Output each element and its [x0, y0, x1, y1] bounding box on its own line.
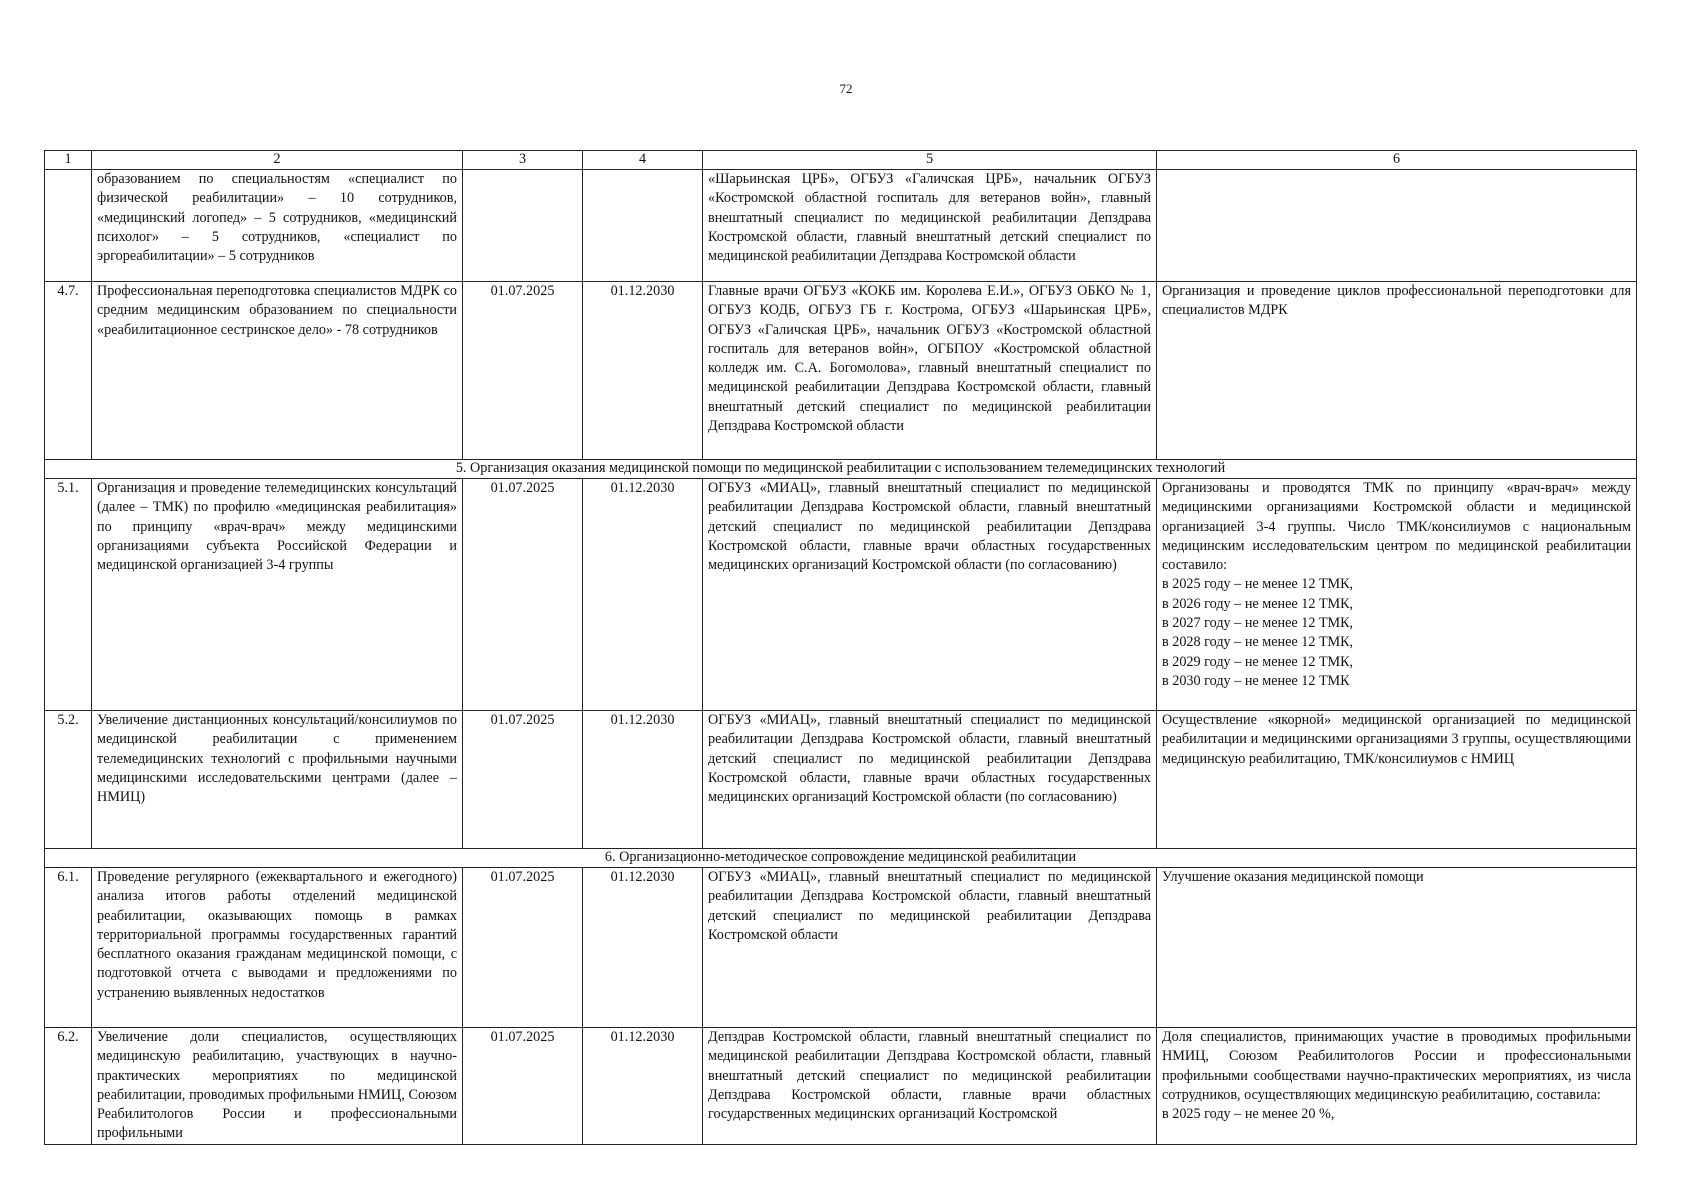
result-line: в 2030 году – не менее 12 ТМК	[1162, 672, 1350, 689]
table-row	[45, 1028, 1637, 1145]
item-number: 5.1.	[45, 479, 92, 711]
result-line: Улучшение оказания медицинской помощи	[1162, 869, 1424, 885]
start-date: 01.07.2025	[463, 282, 583, 460]
item-description: Организация и проведение телемедицинских консультаций (далее – ТМК) по профилю «медицинская реабилитация» по принципу «врач-врач» между медицинскими организациями субъекта Российской Федерации и медицинской организацией 3-4 группы	[92, 479, 463, 711]
table-row	[45, 711, 1637, 849]
result-line: в 2028 году – не менее 12 ТМК,	[1162, 634, 1354, 651]
item-number: 6.1.	[45, 868, 92, 1028]
start-date: 01.07.2025	[463, 868, 583, 1028]
table-row	[45, 170, 1637, 282]
end-date: 01.12.2030	[583, 711, 703, 849]
end-date: 01.12.2030	[583, 1028, 703, 1145]
item-number: 4.7.	[45, 282, 92, 460]
expected-result	[1157, 1028, 1637, 1145]
expected-result	[1157, 711, 1637, 849]
responsible-parties: «Шарьинская ЦРБ», ОГБУЗ «Галичская ЦРБ», начальник ОГБУЗ «Костромской областной госпиталь для ветеранов войн», главный внештатный специалист по медицинской реабилитации Депздрава Костромской области, главный внештатный детский специалист по медицинской реабилитации Депздрава Костромской области	[703, 170, 1157, 282]
item-description: Профессиональная переподготовка специалистов МДРК со средним медицинским образованием по специальности «реабилитационное сестринское дело» - 78 сотрудников	[92, 282, 463, 460]
responsible-parties: Депздрав Костромской области, главный внештатный специалист по медицинской реабилитации Депздрава Костромской области, главный внештатный детский специалист по медицинской реабилитации Депздрава Костромской области, главные врачи областных государственных медицинских организаций Костромской	[703, 1028, 1157, 1145]
table-row	[45, 479, 1637, 711]
expected-result	[1157, 868, 1637, 1028]
plan-table-body	[45, 151, 1637, 1145]
result-line: в 2027 году – не менее 12 ТМК,	[1162, 615, 1354, 632]
end-date: 01.12.2030	[583, 282, 703, 460]
column-header-5: 5	[703, 151, 1157, 170]
end-date	[583, 170, 703, 282]
start-date	[463, 170, 583, 282]
expected-result	[1157, 282, 1637, 460]
result-line: Доля специалистов, принимающих участие в проводимых профильными НМИЦ, Союзом Реабилитологов России и профессиональными профильными сообществами научно-практических мероприятиях, из числа сотрудников, осуществляющих медицинскую реабилитацию, составила:	[1162, 1029, 1631, 1103]
result-line: в 2029 году – не менее 12 ТМК,	[1162, 653, 1354, 670]
column-header-2: 2	[92, 151, 463, 170]
responsible-parties: ОГБУЗ «МИАЦ», главный внештатный специалист по медицинской реабилитации Депздрава Костромской области, главный внештатный детский специалист по медицинской реабилитации Депздрава Костромской области	[703, 868, 1157, 1028]
section-title: 6. Организационно-методическое сопровождение медицинской реабилитации	[45, 849, 1637, 868]
table-header-row	[45, 151, 1637, 170]
column-header-6: 6	[1157, 151, 1637, 170]
item-description: Увеличение дистанционных консультаций/консилиумов по медицинской реабилитации с применением телемедицинских технологий с профильными научными медицинскими исследовательскими центрами (далее – НМИЦ)	[92, 711, 463, 849]
column-header-1: 1	[45, 151, 92, 170]
section-header-row	[45, 849, 1637, 868]
result-line: Организованы и проводятся ТМК по принципу «врач-врач» между медицинскими организациями Костромской области и медицинской организацией 3-4 группы. Число ТМК/консилиумов с национальным медицинским исследовательским центром по медицинской реабилитации составило:	[1162, 480, 1631, 574]
section-title: 5. Организация оказания медицинской помощи по медицинской реабилитации с использованием телемедицинских технологий	[45, 460, 1637, 479]
start-date: 01.07.2025	[463, 479, 583, 711]
section-header-row	[45, 460, 1637, 479]
result-line: Организация и проведение циклов профессиональной переподготовки для специалистов МДРК	[1162, 283, 1631, 319]
item-description: Увеличение доли специалистов, осуществляющих медицинскую реабилитацию, участвующих в научно-практических мероприятиях по медицинской реабилитации, проводимых профильными НМИЦ, Союзом Реабилитологов России и профессиональными профильными	[92, 1028, 463, 1145]
result-line: в 2025 году – не менее 20 %,	[1162, 1106, 1335, 1123]
item-number: 6.2.	[45, 1028, 92, 1145]
result-line: в 2026 году – не менее 12 ТМК,	[1162, 595, 1354, 612]
table-row	[45, 282, 1637, 460]
column-header-3: 3	[463, 151, 583, 170]
responsible-parties: ОГБУЗ «МИАЦ», главный внештатный специалист по медицинской реабилитации Депздрава Костромской области, главный внештатный детский специалист по медицинской реабилитации Депздрава Костромской области, главные врачи областных государственных медицинских организаций Костромской области (по согласованию)	[703, 711, 1157, 849]
expected-result	[1157, 170, 1637, 282]
item-number: 5.2.	[45, 711, 92, 849]
result-line: в 2025 году – не менее 12 ТМК,	[1162, 576, 1354, 593]
responsible-parties: ОГБУЗ «МИАЦ», главный внештатный специалист по медицинской реабилитации Депздрава Костромской области, главный внештатный детский специалист по медицинской реабилитации Депздрава Костромской области, главные врачи областных государственных медицинских организаций Костромской области (по согласованию)	[703, 479, 1157, 711]
item-description: образованием по специальностям «специалист по физической реабилитации» – 10 сотрудников, «медицинский логопед» – 5 сотрудников, «медицинский психолог» – 5 сотрудников, «специалист по эргореабилитации» – 5 сотрудников	[92, 170, 463, 282]
end-date: 01.12.2030	[583, 868, 703, 1028]
table-row	[45, 868, 1637, 1028]
start-date: 01.07.2025	[463, 1028, 583, 1145]
page-number: 72	[839, 81, 853, 96]
expected-result	[1157, 479, 1637, 711]
plan-table	[44, 150, 1637, 1145]
item-number	[45, 170, 92, 282]
column-header-4: 4	[583, 151, 703, 170]
end-date: 01.12.2030	[583, 479, 703, 711]
item-description: Проведение регулярного (ежеквартального и ежегодного) анализа итогов работы отделений медицинской реабилитации, оказывающих помощь в рамках территориальной программы государственных гарантий бесплатного оказания гражданам медицинской помощи, с подготовкой отчета с выводами и предложениями по устранению выявленных недостатков	[92, 868, 463, 1028]
start-date: 01.07.2025	[463, 711, 583, 849]
result-line: Осуществление «якорной» медицинской организацией по медицинской реабилитации и медицинскими организациями 3 группы, осуществляющими медицинскую реабилитацию, ТМК/консилиумов с НМИЦ	[1162, 712, 1631, 767]
responsible-parties: Главные врачи ОГБУЗ «КОКБ им. Королева Е.И.», ОГБУЗ ОБКО № 1, ОГБУЗ КОДБ, ОГБУЗ ГБ г. Кострома, ОГБУЗ «Шарьинская ЦРБ», ОГБУЗ «Галичская ЦРБ», начальник ОГБУЗ «Костромской областной госпиталь для ветеранов войн», ОГБПОУ «Костромской областной колледж им. С.А. Богомолова», главный внештатный специалист по медицинской реабилитации Депздрава Костромской области, главный внештатный детский специалист по медицинской реабилитации Депздрава Костромской области	[703, 282, 1157, 460]
